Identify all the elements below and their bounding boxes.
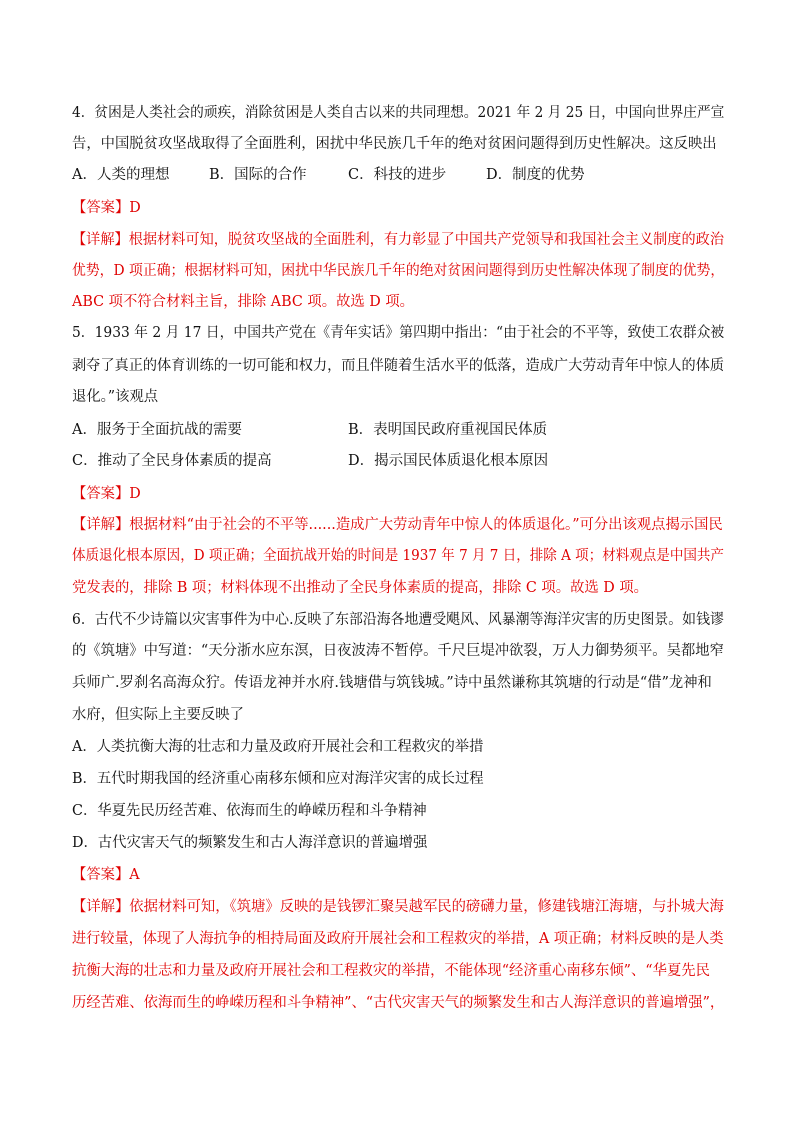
q4-option-b: B．国际的合作 bbox=[209, 167, 307, 183]
q5-stem-line-1: 5．1933 年 2 月 17 日，中国共产党在《青年实话》第四期中指出：“由于社会的不平等，致使工农群众被 bbox=[72, 325, 725, 341]
q6-answer: 【答案】A bbox=[72, 867, 140, 883]
q4-answer: 【答案】D bbox=[72, 200, 141, 216]
q4-option-c: C．科技的进步 bbox=[348, 167, 447, 183]
q4-stem-line-1: 4．贫困是人类社会的顽疾，消除贫困是人类自古以来的共同理想。2021 年 2 月 25 日，中国向世界庄严宣 bbox=[72, 105, 725, 121]
q6-explain-line-2: 进行较量，体现了人海抗争的相持局面及政府开展社会和工程救灾的举措，A 项正确；材料反映的是人类 bbox=[72, 931, 724, 947]
q5-option-d: D．揭示国民体质退化根本原因 bbox=[348, 453, 549, 469]
q6-explain-line-3: 抗衡大海的壮志和力量及政府开展社会和工程救灾的举措，不能体现“经济重心南移东倾”、“华夏先民 bbox=[72, 963, 710, 979]
q6-stem-line-4: 水府，但实际上主要反映了 bbox=[72, 707, 244, 723]
q5-stem-line-2: 剥夺了真正的体育训练的一切可能和权力，而且伴随着生活水平的低落，造成广大劳动青年中惊人的体质 bbox=[72, 358, 724, 374]
q4-option-d: D．制度的优势 bbox=[486, 167, 585, 183]
q4-explain-line-3: ABC 项不符合材料主旨，排除 ABC 项。故选 D 项。 bbox=[72, 294, 414, 310]
q6-explain-line-1: 【详解】依据材料可知，《筑塘》反映的是钱锣汇聚吴越军民的磅礴力量，修建钱塘江海塘，与扑城大海 bbox=[72, 899, 724, 915]
q5-explain-line-1: 【详解】根据材料“由于社会的不平等......造成广大劳动青年中惊人的体质退化。”可分出该观点揭示国民 bbox=[72, 517, 723, 533]
q4-explain-line-1: 【详解】根据材料可知，脱贫攻坚战的全面胜利，有力彰显了中国共产党领导和我国社会主义制度的政治 bbox=[72, 232, 724, 248]
q5-explain-line-2: 体质退化根本原因，D 项正确；全面抗战开始的时间是 1937 年 7 月 7 日，排除 A 项；材料观点是中国共产 bbox=[72, 548, 724, 564]
q6-explain-line-4: 历经苦难、依海而生的峥嵘历程和斗争精神”、“古代灾害天气的频繁发生和古人海洋意识的普遍增强”， bbox=[72, 995, 725, 1011]
q6-option-b: B．五代时期我国的经济重心南移东倾和应对海洋灾害的成长过程 bbox=[72, 771, 484, 787]
q6-option-a: A．人类抗衡大海的壮志和力量及政府开展社会和工程救灾的举措 bbox=[72, 739, 484, 755]
q5-explain-line-3: 党发表的，排除 B 项；材料体现不出推动了全民身体素质的提高，排除 C 项。故选 D 项。 bbox=[72, 580, 648, 596]
q6-stem-line-1: 6．古代不少诗篇以灾害事件为中心.反映了东部沿海各地遭受飓风、风暴潮等海洋灾害的历史图景。如钱谬 bbox=[72, 612, 724, 628]
q6-stem-line-3: 兵师广.罗刹名高海众狞。传语龙神并水府.钱塘借与筑钱城。”诗中虽然谦称其筑塘的行动是“借”龙神和 bbox=[72, 675, 712, 691]
q6-stem-line-2: 的《筑塘》中写道：“天分浙水应东溟，日夜波涛不暂停。千尺巨堤冲欲裂，万人力御势须平。吴都地窄 bbox=[72, 643, 724, 659]
q4-explain-line-2: 优势，D 项正确；根据材料可知，困扰中华民族几千年的绝对贫困问题得到历史性解决体现了制度的优势， bbox=[72, 263, 725, 279]
q4-stem-line-2: 告，中国脱贫攻坚战取得了全面胜利，困扰中华民族几千年的绝对贫困问题得到历史性解决。这反映出 bbox=[72, 136, 717, 152]
q6-option-c: C．华夏先民历经苦难、依海而生的峥嵘历程和斗争精神 bbox=[72, 803, 427, 819]
q5-option-c: C．推动了全民身体素质的提高 bbox=[72, 453, 272, 469]
q5-answer: 【答案】D bbox=[72, 486, 141, 502]
q5-stem-line-3: 退化。”该观点 bbox=[72, 389, 159, 405]
q5-option-a: A．服务于全面抗战的需要 bbox=[72, 422, 242, 438]
q5-option-b: B．表明国民政府重视国民体质 bbox=[348, 422, 548, 438]
q6-option-d: D．古代灾害天气的频繁发生和古人海洋意识的普遍增强 bbox=[72, 835, 428, 851]
q4-option-a: A．人类的理想 bbox=[72, 167, 170, 183]
